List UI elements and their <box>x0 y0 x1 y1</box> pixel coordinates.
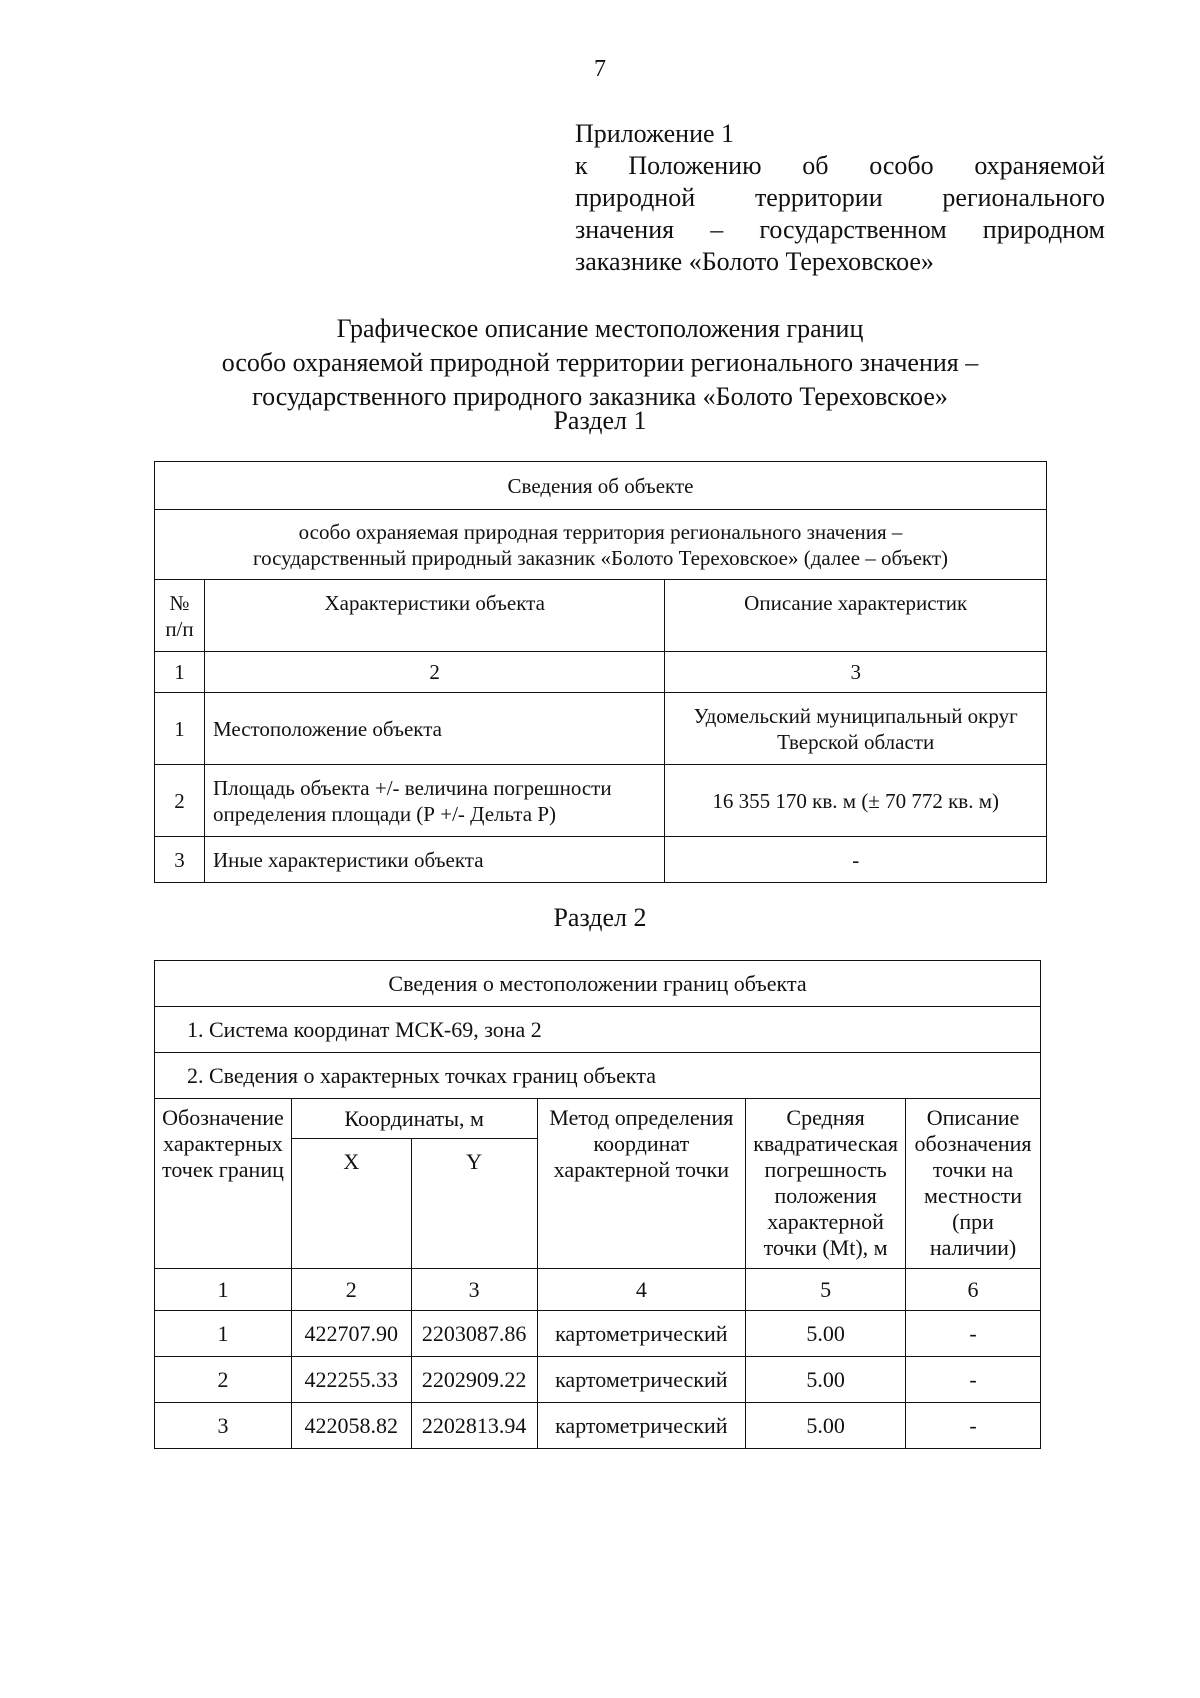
cell-method: картометрический <box>537 1311 746 1357</box>
header-line: положения <box>774 1183 877 1208</box>
col-number: 3 <box>411 1269 537 1311</box>
title-line: государственного природного заказника «Болото Тереховское» <box>252 382 948 411</box>
row-char: Местоположение объекта <box>204 693 664 765</box>
appendix-line: значения – государственном природном <box>575 215 1105 244</box>
object-name <box>155 510 1047 580</box>
header-line: координат <box>593 1131 690 1156</box>
cell-mt: 5.00 <box>746 1311 906 1357</box>
col-number: 2 <box>204 652 664 693</box>
title-line: Графическое описание местоположения границ <box>336 314 864 343</box>
col-header-desc <box>906 1099 1041 1269</box>
col-number: 1 <box>155 1269 292 1311</box>
header-line: точки на <box>932 1157 1014 1182</box>
appendix-block <box>575 118 1105 278</box>
appendix-line: к Положению об особо охраняемой <box>575 151 1105 180</box>
col-number: 2 <box>291 1269 411 1311</box>
row-desc-line: Тверской области <box>777 729 935 754</box>
header-line: (при <box>952 1209 994 1234</box>
col-header-method <box>537 1099 746 1269</box>
row-char <box>204 765 664 837</box>
table-row <box>155 765 1047 837</box>
col-number: 6 <box>906 1269 1041 1311</box>
boundary-points-table <box>154 960 1041 1449</box>
row-desc <box>665 693 1047 765</box>
appendix-line: заказнике «Болото Тереховское» <box>575 247 934 276</box>
row-char-line: Площадь объекта +/- величина погрешности <box>212 775 612 800</box>
col-number: 1 <box>155 652 205 693</box>
cell-mt: 5.00 <box>746 1357 906 1403</box>
cell-point: 3 <box>155 1403 292 1449</box>
header-line: наличии) <box>929 1235 1017 1260</box>
cell-desc: - <box>906 1403 1041 1449</box>
cell-desc: - <box>906 1357 1041 1403</box>
header-line: местности <box>923 1183 1023 1208</box>
cell-y: 2202813.94 <box>411 1403 537 1449</box>
cell-x: 422707.90 <box>291 1311 411 1357</box>
appendix-line: Приложение 1 <box>575 119 735 148</box>
header-line: характерной <box>767 1209 884 1234</box>
object-info-table <box>154 461 1047 883</box>
cell-mt: 5.00 <box>746 1403 906 1449</box>
table-row <box>155 1311 1041 1357</box>
table-row <box>155 693 1047 765</box>
col-header-no-line: № <box>169 591 190 615</box>
header-line: Метод определения <box>549 1105 734 1130</box>
object-name-line: особо охраняемая природная территория регионального значения – <box>298 519 903 544</box>
section2-heading: Раздел 2 <box>553 903 647 932</box>
cell-y: 2202909.22 <box>411 1357 537 1403</box>
row-char-line: определения площади (Р +/- Дельта Р) <box>212 801 556 826</box>
cell-desc: - <box>906 1311 1041 1357</box>
cell-method: картометрический <box>537 1403 746 1449</box>
coordinate-system: 1. Система координат МСК-69, зона 2 <box>155 1007 1041 1053</box>
cell-point: 2 <box>155 1357 292 1403</box>
row-no: 2 <box>155 765 205 837</box>
header-line: Описание <box>926 1105 1020 1130</box>
cell-method: картометрический <box>537 1357 746 1403</box>
table-title: Сведения о местоположении границ объекта <box>155 961 1041 1007</box>
col-number: 3 <box>665 652 1047 693</box>
cell-x: 422255.33 <box>291 1357 411 1403</box>
row-desc-line: Удомельский муниципальный округ <box>693 703 1018 728</box>
col-number: 5 <box>746 1269 906 1311</box>
header-line: обозначения <box>914 1131 1032 1156</box>
row-desc: 16 355 170 кв. м (± 70 772 кв. м) <box>665 765 1047 837</box>
col-header-coords: Координаты, м <box>291 1099 537 1139</box>
header-line: Средняя <box>786 1105 865 1130</box>
points-info: 2. Сведения о характерных точках границ объекта <box>155 1053 1041 1099</box>
table-row <box>155 1357 1041 1403</box>
table-title: Сведения об объекте <box>155 462 1047 510</box>
row-no: 1 <box>155 693 205 765</box>
row-no: 3 <box>155 837 205 883</box>
col-header-desc: Описание характеристик <box>665 580 1047 652</box>
section1-heading: Раздел 1 <box>553 406 647 435</box>
appendix-line: природной территории регионального <box>575 183 1105 212</box>
col-number: 4 <box>537 1269 746 1311</box>
header-line: точек границ <box>162 1157 284 1182</box>
header-line: погрешность <box>764 1157 887 1182</box>
col-header-mt <box>746 1099 906 1269</box>
header-line: точки (Mt), м <box>763 1235 888 1260</box>
header-line: Обозначение <box>162 1105 284 1130</box>
col-header-no <box>155 580 205 652</box>
table-row <box>155 837 1047 883</box>
header-line: характерной точки <box>553 1157 729 1182</box>
header-line: характерных <box>163 1131 283 1156</box>
document-title <box>0 312 1200 414</box>
cell-point: 1 <box>155 1311 292 1357</box>
col-header-no-line: п/п <box>165 617 194 641</box>
table-row <box>155 1403 1041 1449</box>
col-header-y: Y <box>411 1139 537 1269</box>
object-name-line: государственный природный заказник «Болото Тереховское» (далее – объект) <box>252 545 948 570</box>
col-header-char: Характеристики объекта <box>204 580 664 652</box>
col-header-point <box>155 1099 292 1269</box>
cell-x: 422058.82 <box>291 1403 411 1449</box>
header-line: квадратическая <box>753 1131 898 1156</box>
col-header-x: X <box>291 1139 411 1269</box>
page-number: 7 <box>594 56 606 82</box>
row-desc: - <box>665 837 1047 883</box>
title-line: особо охраняемой природной территории регионального значения – <box>221 348 979 377</box>
cell-y: 2203087.86 <box>411 1311 537 1357</box>
row-char: Иные характеристики объекта <box>204 837 664 883</box>
